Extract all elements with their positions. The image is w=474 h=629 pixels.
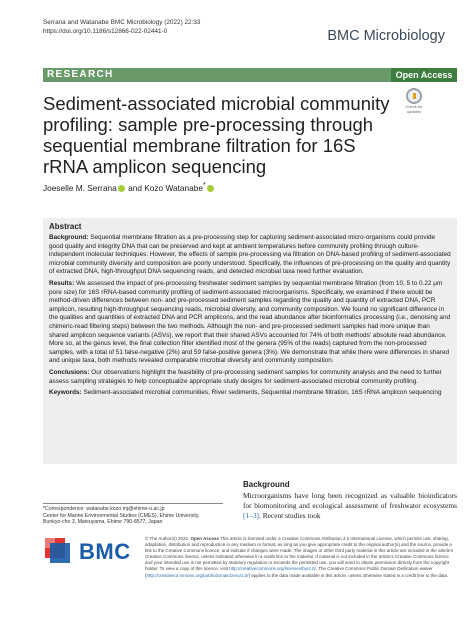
author-list (43, 182, 215, 193)
license-text: ) applies to the data made available in this article, unless otherwise stated in a credit line to the data. (248, 572, 449, 578)
orcid-icon[interactable] (207, 185, 214, 192)
license-notice (145, 536, 457, 579)
license-open-access: Open Access (190, 536, 219, 541)
crossmark-label: Check for updates (405, 104, 423, 114)
section-label: Results: (49, 279, 75, 287)
abstract-box (43, 218, 457, 464)
correspondence-note (43, 503, 223, 526)
license-text: . The Creative Commons Public Domain Dedication waiver ( (145, 566, 433, 578)
waiver-link[interactable]: http://creativeco mmons.org/publicdomain/zero/1.0/ (146, 572, 249, 578)
license-text: This article is licensed under a Creative Commons Attribution 4.0 International License, which permits use, sharing, adaptation, distribution and reproduction in any medium or format, as long as you give appropriate credit to the original author(s) and the source, provide a link to the Creative Commons licence, and indicate if changes were made. The images or other third party material in this article are included in the article's Creative Commons licence, unless indicated otherwise in a credit line to the material. If material is not included in the article's Creative Commons licence and your intended use is not permitted by statutory regulation or exceeds the permitted use, you will need to obtain permission directly from the copyright holder. To view a copy of this licence, visit (145, 536, 454, 572)
article-title: Sediment-associated microbial community profiling: sample pre-processing through sequential membrane filtration for 16S rRNA amplicon sequencing (43, 93, 390, 177)
logo-text: BMC (79, 539, 131, 564)
open-access-badge: Open Access (391, 68, 457, 82)
article-type-label: RESEARCH (47, 69, 114, 80)
citation-link[interactable]: [1–3] (243, 511, 260, 521)
background-heading: Background (243, 480, 290, 489)
logo-mark-blue (50, 543, 70, 563)
author-name[interactable]: Kozo Watanabe (144, 182, 203, 193)
abstract-results (49, 280, 451, 366)
bmc-logo (45, 538, 135, 562)
author-separator: and (128, 182, 142, 193)
section-text: We assessed the impact of pre-processing freshwater sediment samples by sequential membrane filtration (from 10, 5 to 0.22 μm pore size) for 16S rRNA-based community profiling of sediment-associated microorganisms. Specifically, we examined if there would be method-driven differences between non- and pre-processed sediment samples regarding the quality and quantity of extracted DNA, PCR amplicon, resulting high-throughput sequencing reads, microbial diversity, and community composition. We found no significant difference in the qualities and quantities of extracted DNA and PCR amplicons, and the read abundance after bioinformatics processing (i.e., denoising and chimeric-read filtering steps) between the two methods. Although the non- and pre-processed sediment samples had more unique than shared amplicon sequence variants (ASVs), we report that their shared ASVs accounted for 74% of both methods' absolute read abundance. More so, at the genus level, the final collection filter identified most of the genera (95% of the reads) captured from the non-processed samples, with a total of 51 false-negative (2%) and 59 false-positive genera (3%). We demonstrate that while there were differences in shared and unique taxa, both methods revealed comparable microbial diversity and community composition. (49, 279, 451, 365)
background-paragraph (243, 491, 457, 522)
doi-link[interactable]: https://doi.org/10.1186/s12866-022-02441-0 (43, 27, 168, 35)
abstract-conclusions (49, 369, 451, 386)
affiliation-line: Bunkyo-cho 3, Matsuyama, Ehime 790-8577, Japan (43, 519, 163, 526)
license-lead: © The Author(s) 2022. (145, 536, 190, 541)
license-link[interactable]: http://creativecommons.org/licenses/by/4.0/ (229, 566, 316, 572)
abstract-keywords (49, 389, 451, 398)
section-text: Sequential membrane filtration as a pre-processing step for capturing sediment-associated micro-organisms could provide good quality and integrity DNA that can be preserved and kept at ambient temperatures before community profiling through culture-independent molecular techniques. However, the effects of sample pre-processing via filtration on DNA-based profiling of sediment-associated microbial community diversity and composition are poorly understood. Specifically, the influences of pre-processing on the quality and quantity of extracted DNA, high-throughput DNA sequencing reads, and detected microbial taxa need further evaluation. (49, 234, 451, 276)
abstract-heading: Abstract (49, 222, 82, 231)
crossmark-badge (406, 88, 422, 104)
section-label: Keywords: (49, 389, 82, 397)
article-type-bar (43, 68, 457, 82)
section-text: Our observations highlight the feasibility of pre-processing sediment samples for community analysis and the need to further assess sampling strategies to help conceptualize appropriate study designs for sediment-associated microbial community profiling. (49, 368, 442, 385)
crossmark-icon[interactable] (400, 88, 428, 118)
body-text: . Recent studies took (259, 511, 321, 521)
affiliation-line: Center for Marine Environmental Studies (CMES), Ehime University, (43, 512, 200, 519)
section-label: Conclusions: (49, 368, 90, 376)
orcid-icon[interactable] (118, 185, 125, 192)
abstract-background (49, 234, 451, 277)
citation-line: Serrana and Watanabe BMC Microbiology (2022) 22:33 (43, 19, 201, 26)
journal-name: BMC Microbiology (327, 28, 445, 44)
body-text: Microorganisms have long been recognized as valuable bioindicators for biomonitoring and ecological assessment of freshwater ecosystems (243, 491, 457, 511)
section-text: Sediment-associated microbial communities, River sediments, Sequential membrane filtration, 16S rRNA amplicon sequencing (83, 389, 442, 397)
author-name[interactable]: Joeselle M. Serrana (43, 182, 117, 193)
corresponding-mark: * (203, 182, 206, 189)
running-header (43, 19, 201, 36)
correspondence-email[interactable]: *Correspondence: watanabe.kozo.mj@ehime-u.ac.jp (43, 506, 165, 512)
section-label: Background: (49, 234, 89, 241)
